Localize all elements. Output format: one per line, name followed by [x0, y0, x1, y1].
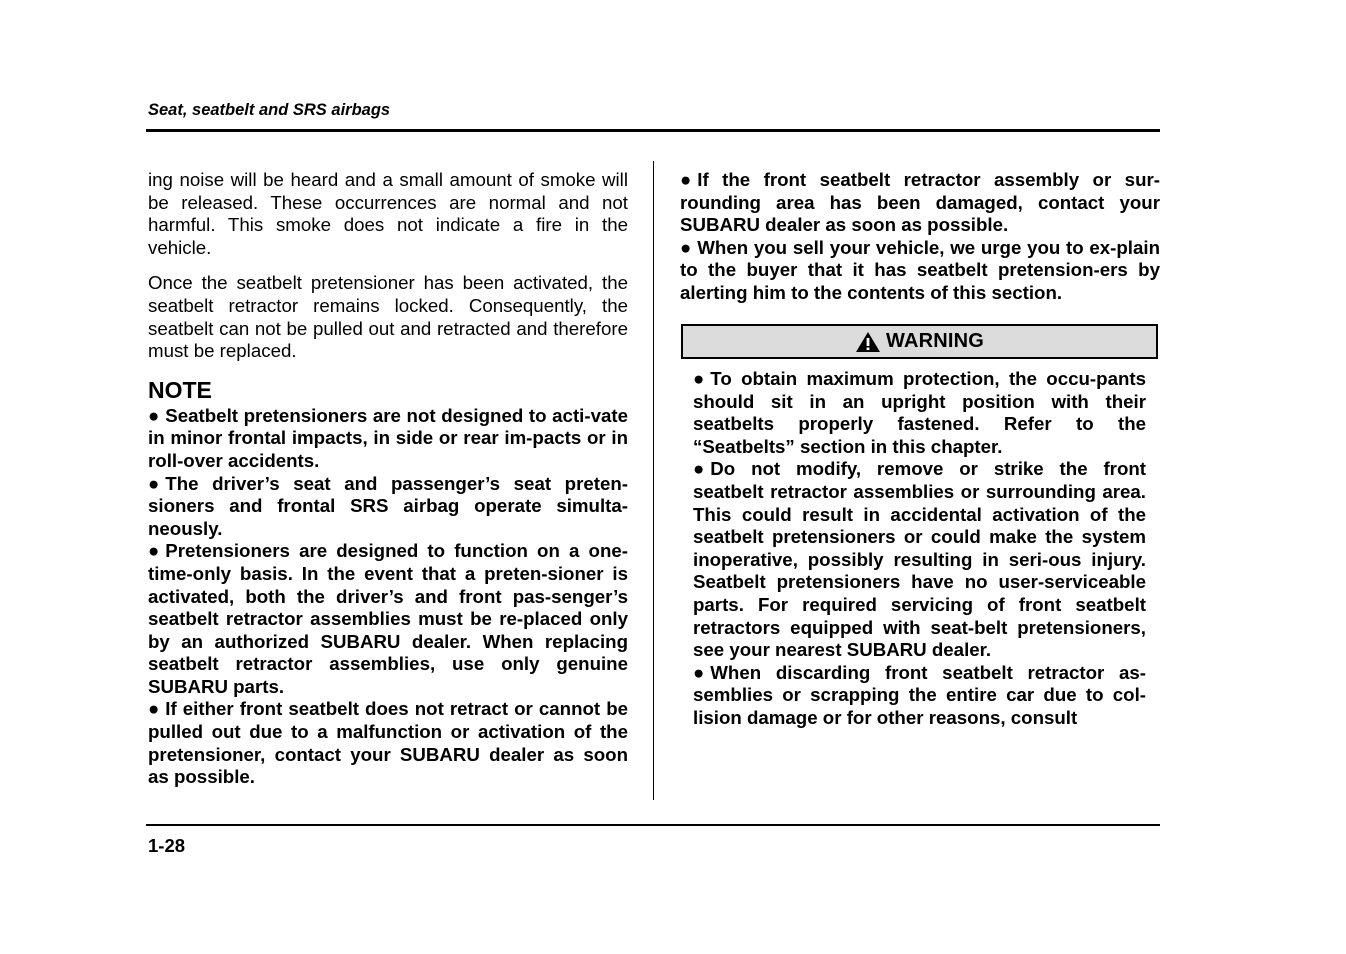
left-column — [148, 169, 628, 789]
note-item — [148, 473, 628, 541]
bullet-icon: ● — [680, 236, 692, 258]
right-column — [680, 169, 1160, 305]
warning-item-text: To obtain maximum protection, the occu-pants should sit in an upright position with their seatbelts properly fastened. Refer to the “Seatbelts” section in this chapter. — [693, 368, 1146, 457]
note-item-text: When you sell your vehicle, we urge you to ex-plain to the buyer that it has seatbelt pretension-ers by alerting him to the contents of this section. — [680, 236, 1160, 303]
note-heading: NOTE — [148, 376, 212, 403]
bullet-icon: ● — [148, 472, 160, 494]
warning-item — [693, 662, 1146, 730]
header-rule — [146, 129, 1160, 132]
note-item — [148, 540, 628, 698]
note-item-text: If the front seatbelt retractor assembly or sur-rounding area has been damaged, contact your SUBARU dealer as soon as possible. — [680, 169, 1160, 236]
warning-triangle-icon — [855, 331, 881, 353]
page-number: 1-28 — [148, 835, 186, 856]
note-item-text: If either front seatbelt does not retract or cannot be pulled out due to a malfunction or activation of the pretensioner, contact your SUBARU dealer as soon as possible. — [148, 698, 628, 788]
note-item — [148, 698, 628, 788]
bullet-icon: ● — [148, 540, 160, 562]
bullet-icon: ● — [148, 404, 160, 426]
note-item-text: Pretensioners are designed to function on a one-time-only basis. In the event that a preten-sioner is activated, both the driver’s and front pas-senger’s seatbelt retractor assemblies must be re-placed only by an authorized SUBARU dealer. When replacing seatbelt retractor assemblies, use only genuine SUBARU parts. — [148, 540, 628, 697]
warning-body — [693, 368, 1146, 730]
note-item — [148, 405, 628, 473]
note-item-text: The driver’s seat and passenger’s seat preten-sioners and frontal SRS airbag operate simulta-neously. — [148, 472, 628, 539]
warning-item-text: Do not modify, remove or strike the front seatbelt retractor assemblies or surrounding area. This could result in accidental activation of the seatbelt pretensioners or could make the system inoperative, possibly resulting in seri-ous injury. Seatbelt pretensioners have no user-serviceable parts. For required servicing of front seatbelt retractors equipped with seat-belt pretensioners, see your nearest SUBARU dealer. — [693, 458, 1146, 661]
bullet-icon: ● — [693, 661, 705, 683]
footer-rule — [146, 824, 1160, 826]
warning-item — [693, 458, 1146, 661]
bullet-icon: ● — [693, 458, 705, 480]
warning-banner — [681, 324, 1158, 359]
section-header-title: Seat, seatbelt and SRS airbags — [148, 101, 391, 119]
note-item — [680, 237, 1160, 305]
note-item-text: Seatbelt pretensioners are not designed to acti-vate in minor frontal impacts, in side or rear im-pacts or in roll-over accidents. — [148, 404, 628, 471]
column-divider — [653, 161, 654, 800]
note-item — [680, 169, 1160, 237]
bullet-icon: ● — [148, 698, 160, 720]
warning-item-text: When discarding front seatbelt retractor as-semblies or scrapping the entire car due to col-lision damage or for other reasons, consult — [693, 661, 1146, 728]
warning-label: WARNING — [885, 330, 985, 352]
warning-item — [693, 368, 1146, 458]
bullet-icon: ● — [680, 169, 692, 190]
body-paragraph: ing noise will be heard and a small amount of smoke will be released. These occurrences are normal and not harmful. This smoke does not indicate a fire in the vehicle. — [148, 169, 628, 258]
body-paragraph: Once the seatbelt pretensioner has been activated, the seatbelt retractor remains locked. Consequently, the seatbelt can not be pulled out and retracted and therefore must be replaced. — [148, 272, 628, 362]
bullet-icon: ● — [693, 368, 705, 389]
